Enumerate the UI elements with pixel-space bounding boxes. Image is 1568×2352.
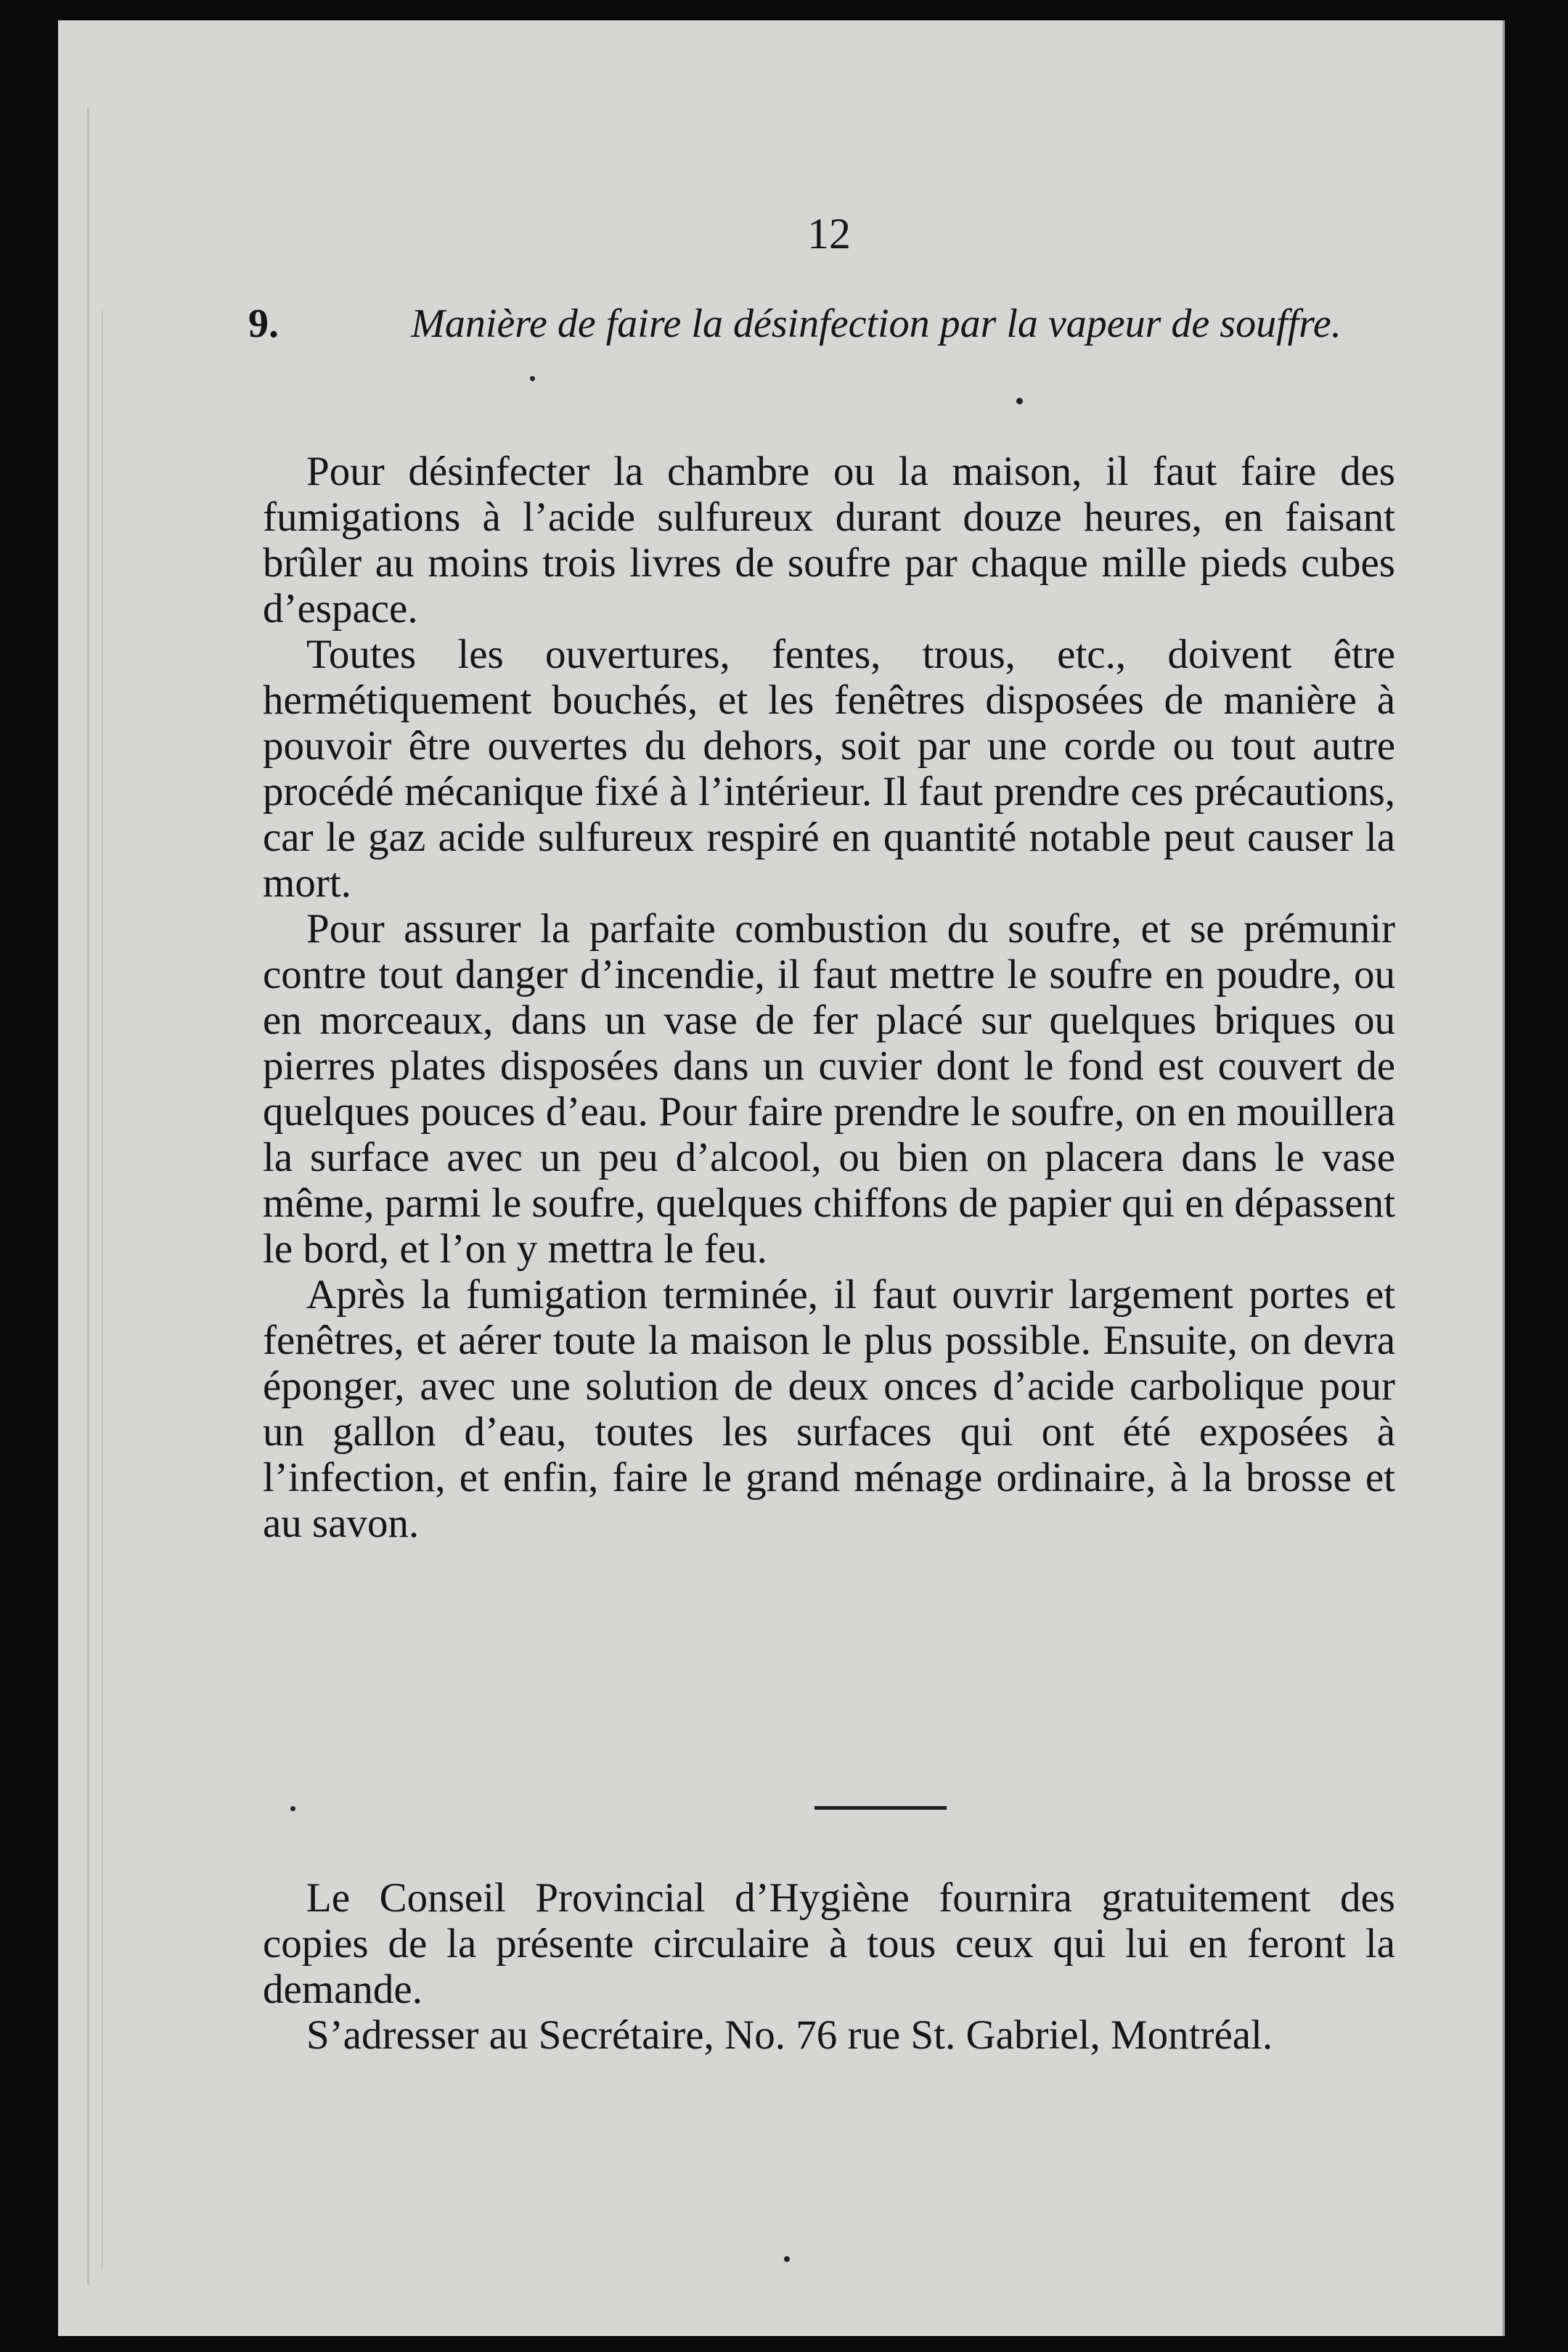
paragraph: Après la fumigation terminée, il faut ouvrir largement portes et fenêtres, et aérer toute la maison le plus possible. Ensuite, on devra éponger, avec une solution de deux onces d’acide carbolique pour un gallon d’eau, toutes les surfaces qui ont été exposées à l’infection, et enfin, faire le grand ménage ordinaire, à la brosse et au savon. [263,1272,1395,1546]
section-title: Manière de faire la désinfection par la vapeur de souffre. [411,301,1342,346]
section-heading [248,300,1395,348]
print-speck [290,1806,295,1811]
body-text [263,449,1395,1546]
page-number: 12 [807,210,851,258]
page-edge-shadow-inner [102,311,103,2271]
paragraph: Toutes les ouvertures, fentes, trous, etc., doivent être hermétiquement bouchés, et les fenêtres disposées de manière à pouvoir être ouvertes du dehors, soit par une corde ou tout autre procédé mécanique fixé à l’intérieur. Il faut prendre ces précautions, car le gaz acide sulfureux respiré en quantité notable peut causer la mort. [263,632,1395,906]
print-speck [530,376,535,381]
section-number: 9. [248,301,279,346]
notice-text [263,1875,1395,2058]
paragraph: Pour désinfecter la chambre ou la maison, il faut faire des fumigations à l’acide sulfureux durant douze heures, en faisant brûler au moins trois livres de soufre par chaque mille pieds cubes d’espace. [263,449,1395,632]
page-edge-shadow [87,107,89,2285]
print-speck [784,2256,790,2262]
print-speck [1016,398,1023,404]
paragraph: Pour assurer la parfaite combustion du soufre, et se prémunir contre tout danger d’incendie, il faut mettre le soufre en poudre, ou en morceaux, dans un vase de fer placé sur quelques briques ou pierres plates disposées dans un cuvier dont le fond est couvert de quelques pouces d’eau. Pour faire prendre le soufre, on en mouillera la surface avec un peu d’alcool, ou bien on placera dans le vase même, parmi le soufre, quelques chiffons de papier qui en dépassent le bord, et l’on y mettra le feu. [263,906,1395,1272]
document-page [58,20,1505,2336]
notice-paragraph: S’adresser au Secrétaire, No. 76 rue St. Gabriel, Montréal. [306,2012,1273,2058]
divider-rule [814,1806,947,1810]
notice-paragraph: Le Conseil Provincial d’Hygiène fournira gratuitement des copies de la présente circulaire à tous ceux qui lui en feront la demande. [263,1875,1395,2012]
